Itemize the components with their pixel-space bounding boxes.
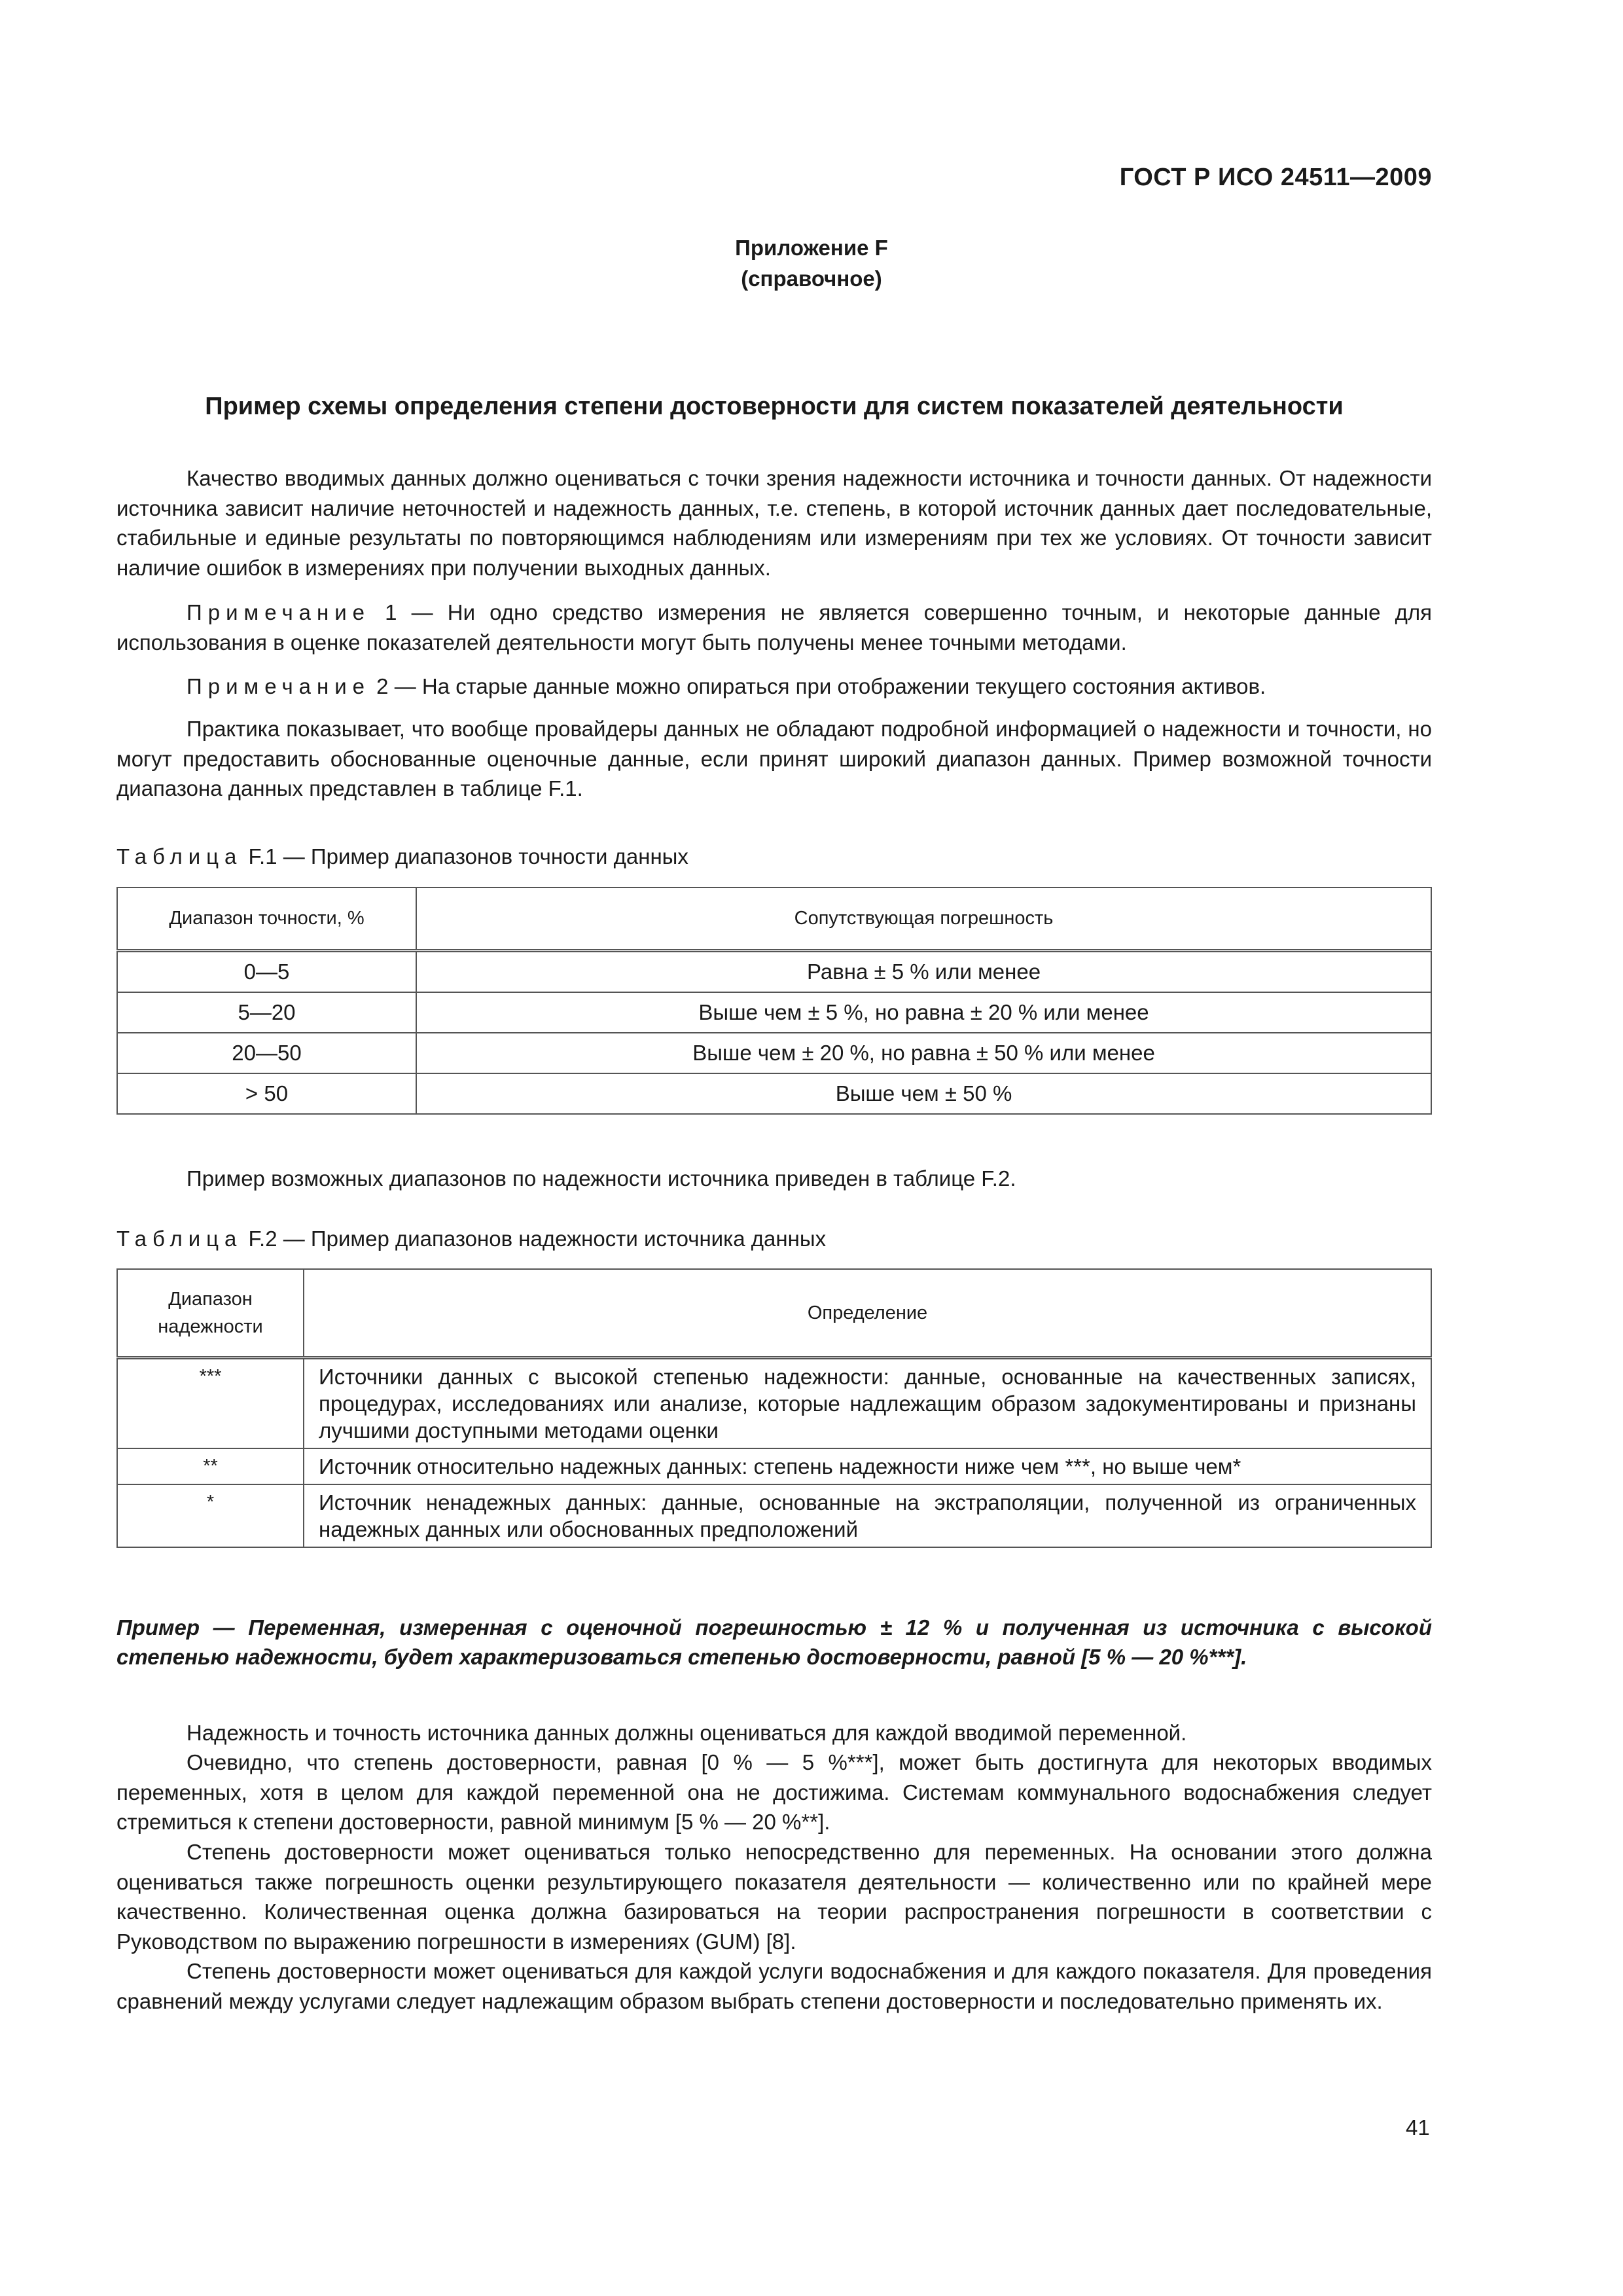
table-row <box>117 1358 1431 1449</box>
table-cell: ** <box>117 1448 304 1484</box>
appendix-subtitle: (справочное) <box>741 266 882 291</box>
table1-caption <box>116 842 1432 871</box>
table2-caption-text: F.2 — Пример диапазонов надежности источника данных <box>242 1227 827 1251</box>
note-2-text: 2 — На старые данные можно опираться при отображении текущего состояния активов. <box>370 674 1266 698</box>
table-row <box>117 1448 1431 1484</box>
note-1 <box>116 598 1432 657</box>
appendix-title: Приложение F <box>735 236 888 260</box>
table-cell: *** <box>117 1358 304 1449</box>
table-cell: > 50 <box>117 1073 416 1114</box>
paragraph-intro: Качество вводимых данных должно оцениваться с точки зрения надежности источника и точности данных. От надежности источника зависит наличие неточностей и надежность данных, т.е. степень, в которой источник данных дает последовательные, стабильные и единые результаты по повторяющимся наблюдениям или измерениям при тех же условиях. От точности зависит наличие ошибок в измерениях при получении выходных данных. <box>116 466 1432 580</box>
table-cell: Источник ненадежных данных: данные, основанные на экстраполяции, полученной из ограниченных надежных данных или обоснованных предположений <box>304 1484 1431 1547</box>
paragraph-comparison: Степень достоверности может оцениваться для каждой услуги водоснабжения и для каждого показателя. Для проведения сравнений между услугами следует надлежащим образом выбрать степени достоверности и последовательно применять их. <box>116 1959 1432 2013</box>
accuracy-table <box>116 887 1432 1115</box>
paragraph-table2-intro: Пример возможных диапазонов по надежности источника приведен в таблице F.2. <box>187 1166 1016 1191</box>
note-2 <box>116 672 1432 702</box>
note-1-text: 1 — Ни одно средство измерения не является совершенно точным, и некоторые данные для использования в оценке показателей деятельности могут быть получены менее точными методами. <box>116 600 1432 655</box>
table-row <box>117 992 1431 1033</box>
document-title: Пример схемы определения степени достоверности для систем показателей деятельности <box>205 393 1344 420</box>
paragraph-gum: Степень достоверности может оцениваться только непосредственно для переменных. На основании этого должна оцениваться также погрешность оценки результирующего показателя деятельности — количественно или по крайней мере качественно. Количественная оценка должна базироваться на теории распространения погрешности в соответствии с Руководством по выражению погрешности в измерениях (GUM) [8]. <box>116 1840 1432 1954</box>
table-header-cell: Диапазон точности, % <box>117 888 416 951</box>
table-cell: Источники данных с высокой степенью надежности: данные, основанные на качественных записях, процедурах, исследованиях или анализе, которые надлежащим образом задокументированы и признаны лучшими доступными методами оценки <box>304 1358 1431 1449</box>
table-cell: Выше чем ± 50 % <box>416 1073 1431 1114</box>
table-header-cell: Определение <box>304 1269 1431 1358</box>
note-1-label: Примечание <box>187 600 371 624</box>
table-row <box>117 951 1431 993</box>
appendix-heading <box>0 232 1623 294</box>
table-header-row <box>117 888 1431 951</box>
table-row <box>117 1484 1431 1547</box>
reliability-table <box>116 1268 1432 1548</box>
page-number: 41 <box>1406 2115 1430 2140</box>
table1-caption-text: F.1 — Пример диапазонов точности данных <box>242 844 688 869</box>
table-row <box>117 1073 1431 1114</box>
table-cell: 0—5 <box>117 951 416 993</box>
table-cell: * <box>117 1484 304 1547</box>
table-cell: Источник относительно надежных данных: степень надежности ниже чем ***, но выше чем* <box>304 1448 1431 1484</box>
table-header-cell: Сопутствующая погрешность <box>416 888 1431 951</box>
table-cell: Выше чем ± 5 %, но равна ± 20 % или менее <box>416 992 1431 1033</box>
table-cell: Выше чем ± 20 %, но равна ± 50 % или менее <box>416 1033 1431 1073</box>
table2-caption-label: Таблица <box>116 1227 243 1251</box>
table-cell: Равна ± 5 % или менее <box>416 951 1431 993</box>
table1-caption-label: Таблица <box>116 844 243 869</box>
table-cell: 20—50 <box>117 1033 416 1073</box>
table2-caption <box>116 1224 1432 1253</box>
note-2-label: Примечание <box>187 674 371 698</box>
table-header-cell: Диапазон надежности <box>117 1269 304 1358</box>
table-cell: 5—20 <box>117 992 416 1033</box>
table-row <box>117 1033 1431 1073</box>
paragraph-practice: Практика показывает, что вообще провайдеры данных не обладают подробной информацией о надежности и точности, но могут предоставить обоснованные оценочные данные, если принят широкий диапазон данных. Пример возможной точности диапазона данных представлен в таблице F.1. <box>116 717 1432 800</box>
paragraph-confidence: Очевидно, что степень достоверности, равная [0 % — 5 %***], может быть достигнута для некоторых вводимых переменных, хотя в целом для каждой переменной она не достижима. Системам коммунального водоснабжения следует стремиться к степени достоверности, равной минимум [5 % — 20 %**]. <box>116 1750 1432 1834</box>
paragraph-reliability: Надежность и точность источника данных должны оцениваться для каждой вводимой переменной. <box>187 1721 1187 1745</box>
example-text: Пример — Переменная, измеренная с оценочной погрешностью ± 12 % и полученная из источника с высокой степенью надежности, будет характеризоваться степенью достоверности, равной [5 % — 20 %***]. <box>116 1615 1432 1669</box>
standard-header: ГОСТ Р ИСО 24511—2009 <box>1119 164 1432 191</box>
table-header-row <box>117 1269 1431 1358</box>
